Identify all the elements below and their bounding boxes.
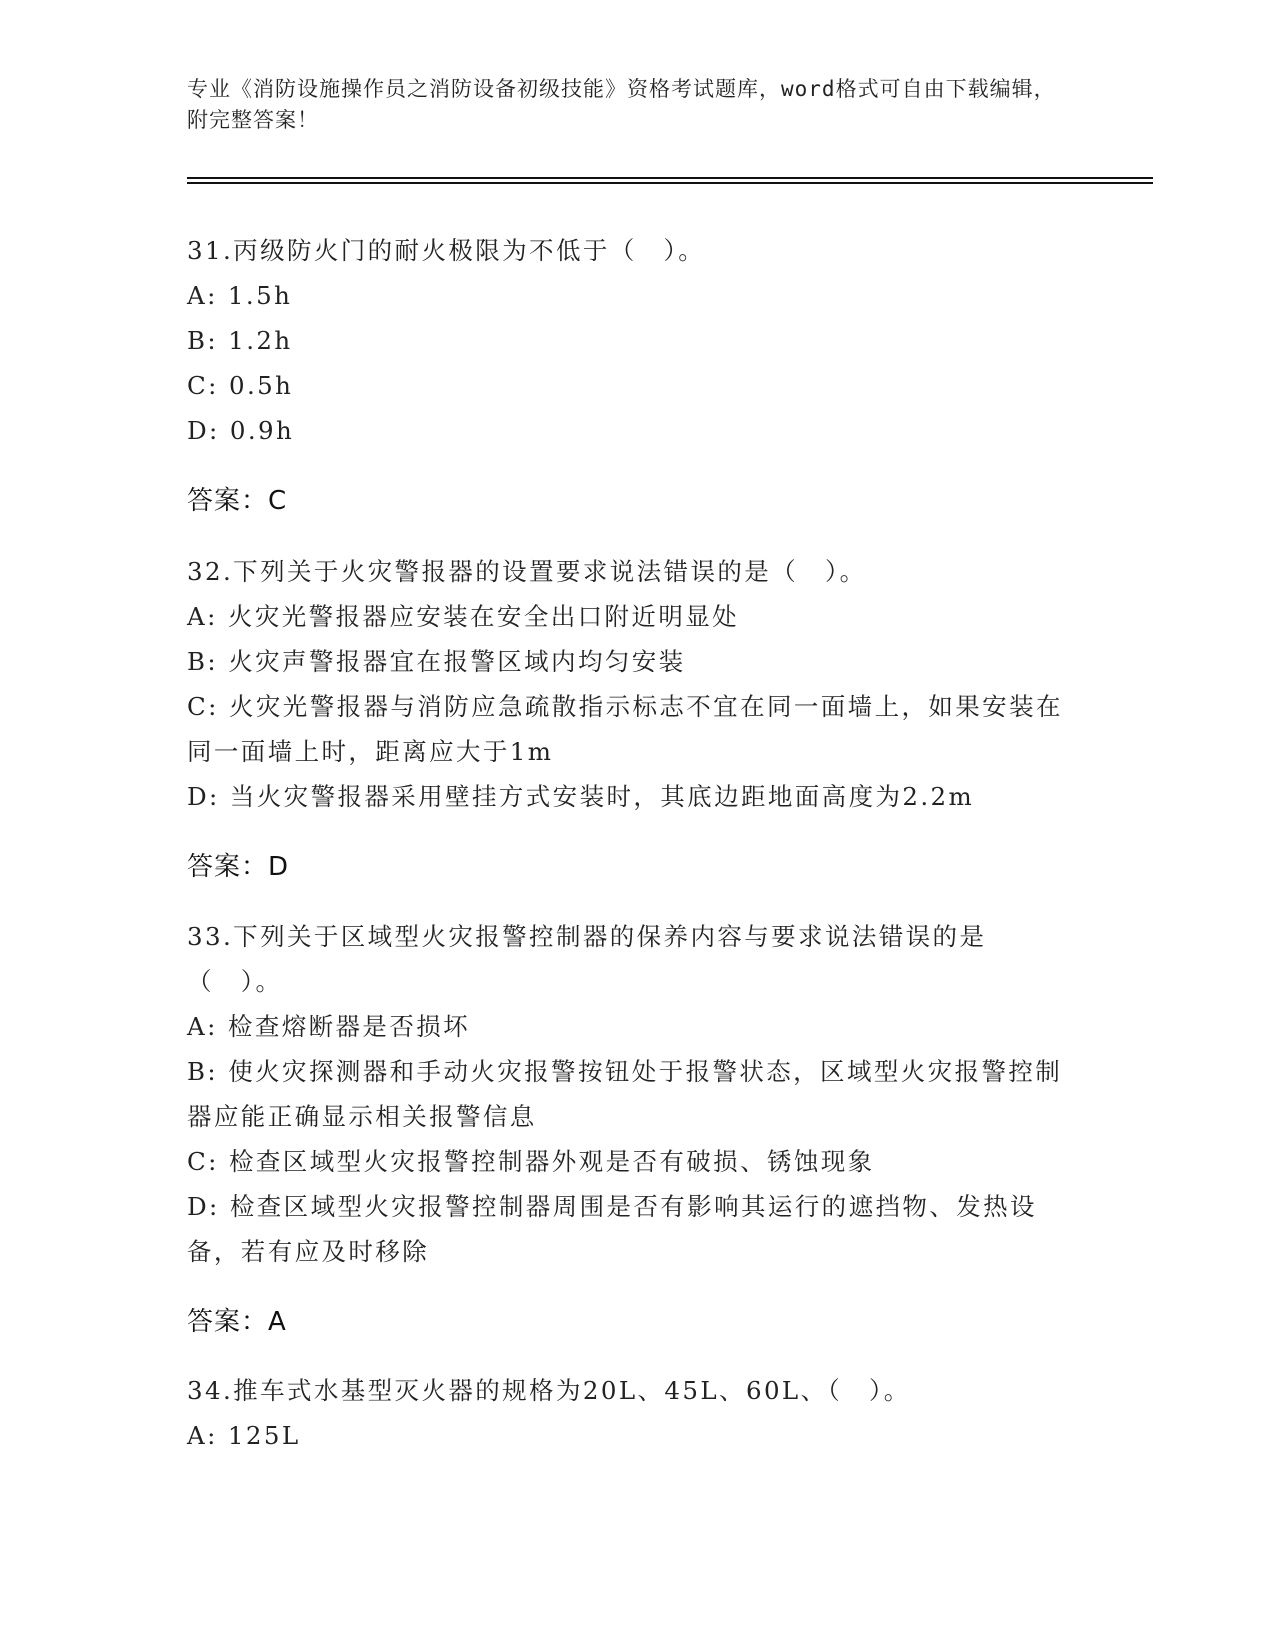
option-b: B: 使火灾探测器和手动火灾报警按钮处于报警状态，区域型火灾报警控制器应能正确显示相关报警信息 [187, 1057, 1063, 1131]
header-text: 专业《消防设施操作员之消防设备初级技能》资格考试题库，word格式可自由下载编辑，附完整答案！ [187, 77, 1056, 132]
option-a: A: 火灾光警报器应安装在安全出口附近明显处 [187, 602, 740, 631]
question-stem: 31.丙级防火门的耐火极限为不低于（ ）。 [187, 236, 706, 265]
option-d: D: 当火灾警报器采用壁挂方式安装时，其底边距地面高度为2.2m [187, 782, 975, 811]
question-stem: 33.下列关于区域型火灾报警控制器的保养内容与要求说法错误的是（ ）。 [187, 922, 987, 996]
document-header [187, 74, 1067, 136]
option-c: C: 火灾光警报器与消防应急疏散指示标志不宜在同一面墙上，如果安装在同一面墙上时，距离应大于1m [187, 692, 1063, 766]
answer-label: 答案：C [187, 486, 288, 516]
option-b: B: 1.2h [187, 326, 293, 355]
question-34 [187, 1368, 1077, 1458]
header-divider-bottom [187, 182, 1153, 184]
question-31 [187, 228, 1077, 550]
question-stem: 34.推车式水基型灭火器的规格为20L、45L、60L、（ ）。 [187, 1376, 911, 1405]
header-divider-top [187, 177, 1153, 179]
question-stem: 32.下列关于火灾警报器的设置要求说法错误的是（ ）。 [187, 557, 867, 586]
option-c: C: 检查区域型火灾报警控制器外观是否有破损、锈蚀现象 [187, 1147, 875, 1176]
option-a: A: 1.5h [187, 281, 293, 310]
option-d: D: 0.9h [187, 416, 295, 445]
question-32 [187, 549, 1077, 916]
option-c: C: 0.5h [187, 371, 294, 400]
question-33 [187, 914, 1077, 1371]
option-d: D: 检查区域型火灾报警控制器周围是否有影响其运行的遮挡物、发热设备，若有应及时移除 [187, 1192, 1037, 1266]
answer-label: 答案：D [187, 852, 290, 882]
answer-label: 答案：A [187, 1307, 287, 1337]
option-a: A: 125L [187, 1421, 301, 1450]
option-b: B: 火灾声警报器宜在报警区域内均匀安装 [187, 647, 686, 676]
option-a: A: 检查熔断器是否损坏 [187, 1012, 471, 1041]
